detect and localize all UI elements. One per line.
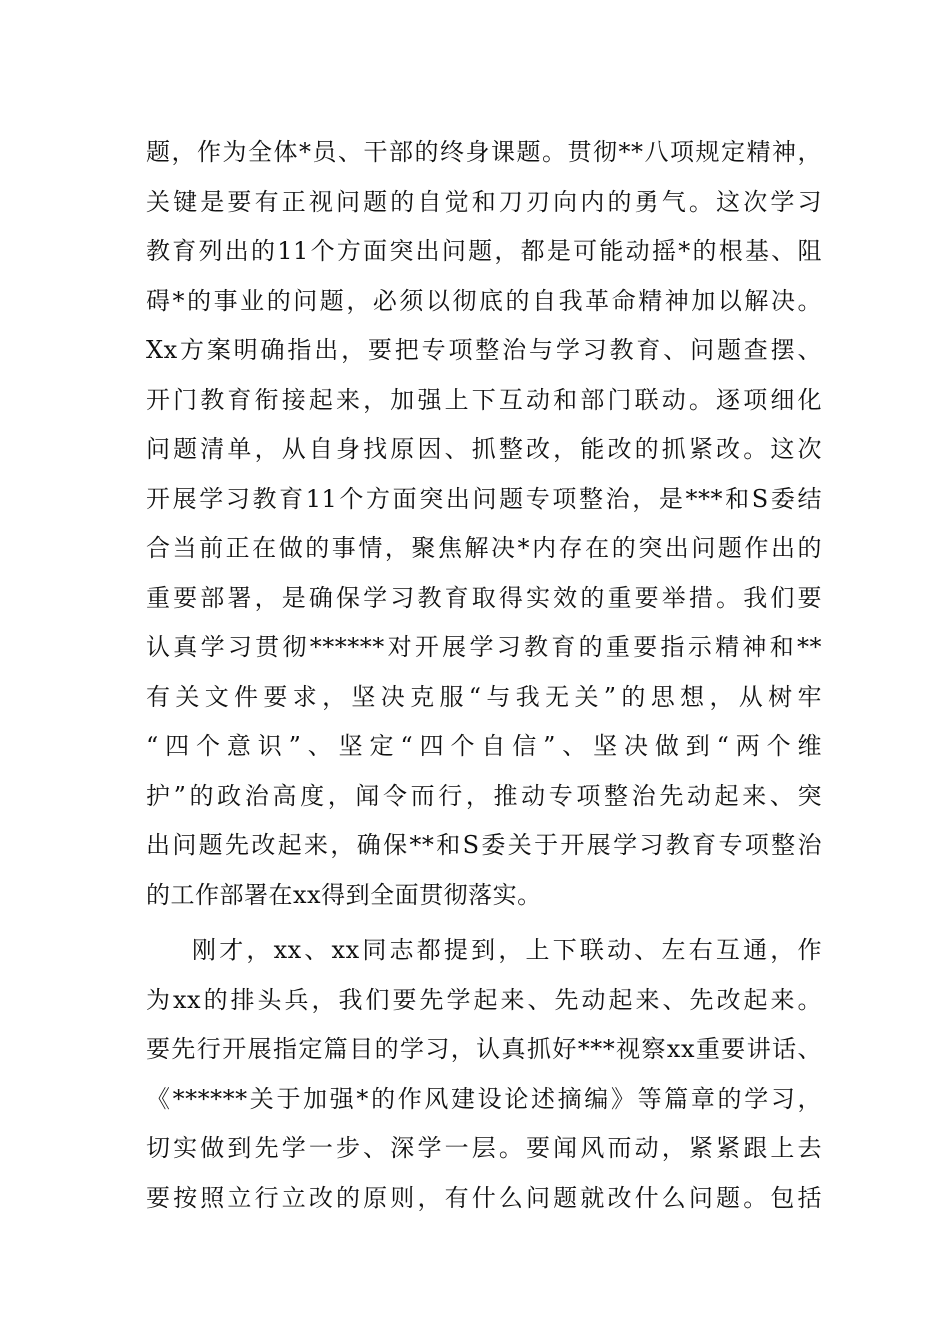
- text-line: Xx方案明确指出，要把专项整治与学习教育、问题查摆、: [146, 336, 822, 364]
- text-line: 《******关于加强*的作风建设论述摘编》等篇章的学习，: [146, 1084, 822, 1113]
- text-line: 有关文件要求，坚决克服“与我无关”的思想，从树牢: [146, 682, 822, 711]
- text-line: 认真学习贯彻******对开展学习教育的重要指示精神和**: [146, 633, 822, 661]
- paragraph-1: [146, 128, 822, 920]
- text-line: 的工作部署在xx得到全面贯彻落实。: [146, 880, 542, 909]
- text-line: 要先行开展指定篇目的学习，认真抓好***视察xx重要讲话、: [146, 1035, 822, 1063]
- text-line: 开展学习教育11个方面突出问题专项整治，是***和S委结: [146, 484, 822, 513]
- text-line: 刚才，xx、xx同志都提到，上下联动、左右互通，作: [192, 936, 822, 964]
- text-line: 为xx的排头兵，我们要先学起来、先动起来、先改起来。: [146, 985, 822, 1014]
- text-line: 开门教育衔接起来，加强上下互动和部门联动。逐项细化: [146, 385, 822, 414]
- text-line: 出问题先改起来，确保**和S委关于开展学习教育专项整治: [146, 831, 822, 859]
- text-line: 重要部署，是确保学习教育取得实效的重要举措。我们要: [146, 583, 822, 612]
- text-line: “四个意识”、坚定“四个自信”、坚决做到“两个维: [146, 732, 822, 760]
- text-line: 问题清单，从自身找原因、抓整改，能改的抓紧改。这次: [146, 435, 822, 463]
- body-text: [146, 128, 822, 1223]
- text-line: 要按照立行立改的原则，有什么问题就改什么问题。包括: [146, 1183, 822, 1212]
- text-line: 教育列出的11个方面突出问题，都是可能动摇*的根基、阻: [146, 237, 822, 265]
- text-line: 切实做到先学一步、深学一层。要闻风而动，紧紧跟上去: [146, 1134, 822, 1162]
- paragraph-2: [146, 926, 822, 1223]
- text-line: 碍*的事业的问题，必须以彻底的自我革命精神加以解决。: [146, 286, 822, 315]
- text-line: 关键是要有正视问题的自觉和刀刃向内的勇气。这次学习: [146, 187, 822, 216]
- text-line: 合当前正在做的事情，聚焦解决*内存在的突出问题作出的: [146, 534, 822, 562]
- text-line: 护”的政治高度，闻令而行，推动专项整治先动起来、突: [146, 781, 822, 810]
- text-line: 题，作为全体*员、干部的终身课题。贯彻**八项规定精神，: [146, 138, 822, 166]
